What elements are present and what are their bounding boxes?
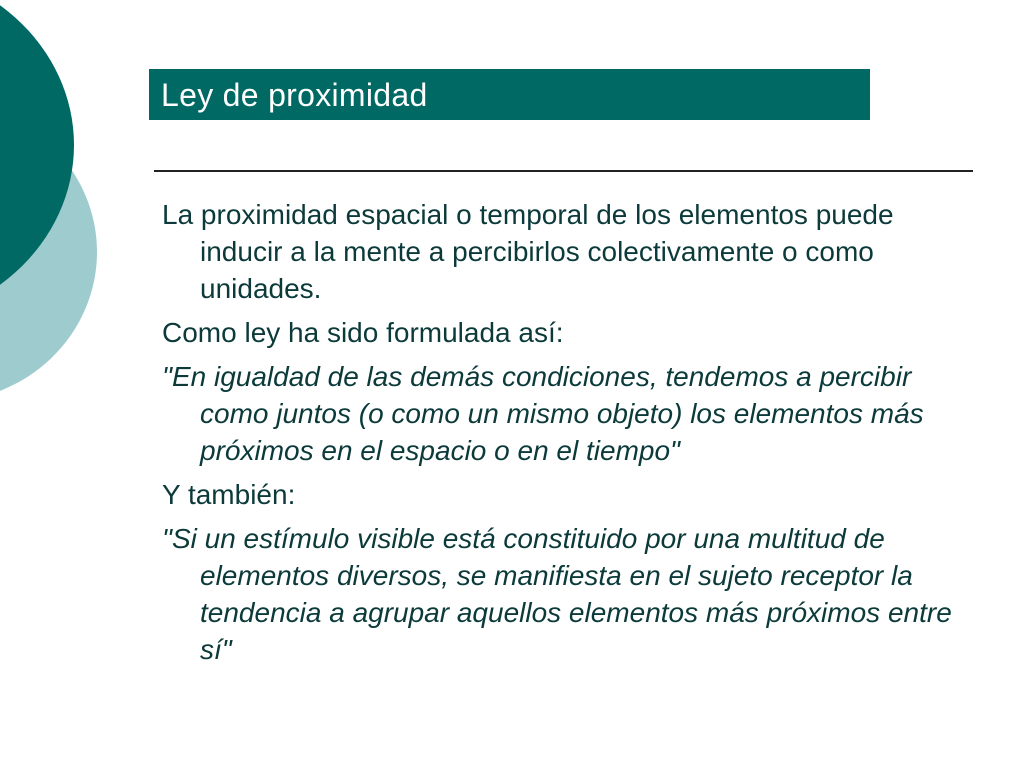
slide-title: Ley de proximidad <box>161 76 428 113</box>
paragraph-intro-formulation: Como ley ha sido formulada así: <box>162 317 564 348</box>
slide-body <box>162 196 982 675</box>
title-bar <box>149 69 870 120</box>
paragraph-definition: La proximidad espacial o temporal de los elementos puede inducir a la mente a percibirlos colectivamente o como unidades. <box>162 199 894 304</box>
paragraph-quote-second: "Si un estímulo visible está constituido por una multitud de elementos diversos, se manifiesta en el sujeto receptor la tendencia a agrupar aquellos elementos más próximos entre sí" <box>162 523 952 665</box>
title-divider <box>154 170 973 172</box>
paragraph-intro-also: Y también: <box>162 479 296 510</box>
paragraph-quote-first: "En igualdad de las demás condiciones, tendemos a percibir como juntos (o como un mismo objeto) los elementos más próximos en el espacio o en el tiempo" <box>162 361 924 466</box>
